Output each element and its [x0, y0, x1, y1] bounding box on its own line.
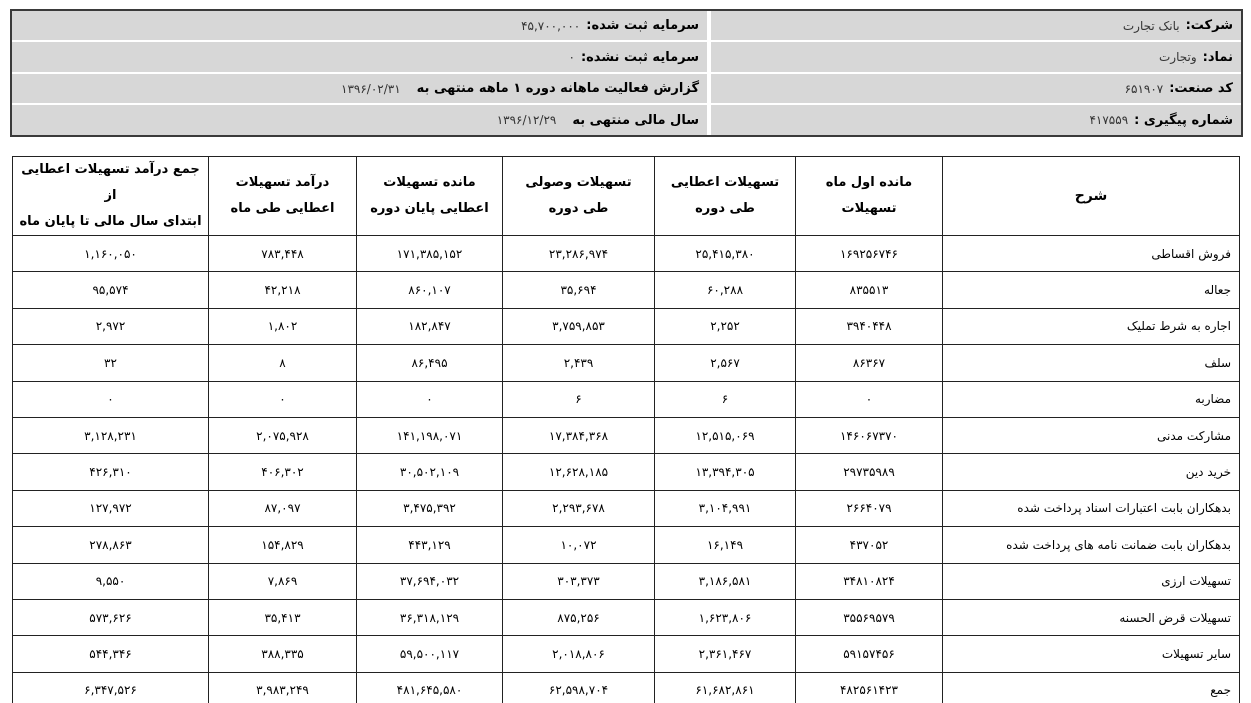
cell-cumulative-income: ۹,۵۵۰: [13, 563, 209, 599]
header-line: تسهیلات اعطایی: [670, 175, 780, 190]
cell-granted: ۲,۵۶۷: [655, 345, 796, 381]
header-opening-balance: [796, 157, 943, 236]
symbol-value: وتجارت: [1159, 50, 1197, 64]
cell-monthly-income: ۸۷,۰۹۷: [209, 490, 357, 526]
tracking-number-cell: [711, 105, 1241, 135]
row-description: بدهکاران بابت ضمانت نامه های پرداخت شده: [943, 527, 1240, 563]
table-row: [13, 345, 1240, 381]
table-row: [13, 417, 1240, 453]
cell-opening-balance: ۱۴۶۰۶۷۳۷۰: [796, 417, 943, 453]
table-row: [13, 272, 1240, 308]
cell-opening-balance: ۳۹۴۰۴۴۸: [796, 308, 943, 344]
symbol-cell: [711, 42, 1241, 72]
registered-capital-value: ۴۵,۷۰۰,۰۰۰: [521, 18, 581, 33]
cell-collected: ۲,۴۳۹: [503, 345, 655, 381]
cell-monthly-income: ۳۵,۴۱۳: [209, 599, 357, 635]
cell-monthly-income: ۱۵۴,۸۲۹: [209, 527, 357, 563]
symbol-label: نماد:: [1202, 49, 1233, 65]
header-line: درآمد تسهیلات: [235, 175, 330, 190]
cell-opening-balance: ۲۶۶۴۰۷۹: [796, 490, 943, 526]
cell-cumulative-income: ۹۵,۵۷۴: [13, 272, 209, 308]
cell-closing-balance: ۳۶,۳۱۸,۱۲۹: [357, 599, 503, 635]
cell-granted: ۳,۱۸۶,۵۸۱: [655, 563, 796, 599]
header-row-3: [12, 74, 1241, 103]
cell-collected: ۲,۰۱۸,۸۰۶: [503, 636, 655, 672]
row-description: سایر تسهیلات: [943, 636, 1240, 672]
cell-closing-balance: ۰: [357, 381, 503, 417]
table-row: [13, 599, 1240, 635]
cell-monthly-income: ۳,۹۸۳,۲۴۹: [209, 672, 357, 703]
header-line: طی دوره: [548, 201, 609, 216]
company-cell: [711, 11, 1241, 40]
cell-collected: ۳۵,۶۹۴: [503, 272, 655, 308]
cell-cumulative-income: ۳,۱۲۸,۲۳۱: [13, 417, 209, 453]
header-collected: [503, 157, 655, 236]
header-cumulative-income: [13, 157, 209, 236]
cell-granted: ۶۱,۶۸۲,۸۶۱: [655, 672, 796, 703]
header-line: جمع درآمد تسهیلات اعطایی از: [21, 162, 200, 203]
row-description: جعاله: [943, 272, 1240, 308]
table-row: [13, 308, 1240, 344]
cell-granted: ۱۳,۳۹۴,۳۰۵: [655, 454, 796, 490]
cell-opening-balance: ۳۴۸۱۰۸۲۴: [796, 563, 943, 599]
tracking-number-label: شماره پیگیری :: [1134, 112, 1233, 128]
row-description: بدهکاران بابت اعتبارات اسناد پرداخت شده: [943, 490, 1240, 526]
industry-code-label: کد صنعت:: [1169, 81, 1233, 96]
header-line: ابتدای سال مالی تا پایان ماه: [19, 214, 202, 229]
table-row: [13, 636, 1240, 672]
table-row: [13, 236, 1240, 272]
cell-granted: ۱,۶۲۳,۸۰۶: [655, 599, 796, 635]
header-line: اعطایی طی ماه: [230, 201, 335, 216]
header-line: اعطایی پایان دوره: [370, 201, 489, 216]
header-granted: [655, 157, 796, 236]
cell-opening-balance: ۱۶۹۲۵۶۷۴۶: [796, 236, 943, 272]
header-line: مانده تسهیلات: [383, 175, 476, 190]
table-row: [13, 454, 1240, 490]
unregistered-capital-label: سرمایه ثبت نشده:: [580, 49, 699, 65]
header-line: مانده اول ماه: [825, 175, 913, 190]
cell-collected: ۶۲,۵۹۸,۷۰۴: [503, 672, 655, 703]
table-row: [13, 563, 1240, 599]
header-closing-balance: [357, 157, 503, 236]
industry-code-value: ۶۵۱۹۰۷: [1124, 81, 1164, 96]
header-line: تسهیلات: [841, 201, 897, 216]
cell-opening-balance: ۰: [796, 381, 943, 417]
cell-opening-balance: ۴۸۲۵۶۱۴۲۳: [796, 672, 943, 703]
cell-cumulative-income: ۳۲: [13, 345, 209, 381]
row-description: خرید دین: [943, 454, 1240, 490]
header-row-2: [12, 42, 1241, 72]
cell-collected: ۲۳,۲۸۶,۹۷۴: [503, 236, 655, 272]
cell-monthly-income: ۷,۸۶۹: [209, 563, 357, 599]
row-description: تسهیلات قرض الحسنه: [943, 599, 1240, 635]
fiscal-year-date: ۱۳۹۶/۱۲/۲۹: [496, 113, 557, 127]
cell-granted: ۲,۲۵۲: [655, 308, 796, 344]
cell-monthly-income: ۴۰۶,۳۰۲: [209, 454, 357, 490]
row-description: اجاره به شرط تملیک: [943, 308, 1240, 344]
cell-monthly-income: ۱,۸۰۲: [209, 308, 357, 344]
cell-cumulative-income: ۶,۳۴۷,۵۲۶: [13, 672, 209, 703]
unregistered-capital-value: ۰: [568, 50, 575, 64]
report-period-cell: [12, 74, 707, 103]
cell-collected: ۱۰,۰۷۲: [503, 527, 655, 563]
cell-cumulative-income: ۵۷۳,۶۲۶: [13, 599, 209, 635]
report-period-label: گزارش فعالیت ماهانه دوره ۱ ماهه منتهی به: [416, 81, 699, 96]
cell-opening-balance: ۸۳۵۵۱۳: [796, 272, 943, 308]
cell-collected: ۲,۲۹۳,۶۷۸: [503, 490, 655, 526]
cell-granted: ۶: [655, 381, 796, 417]
cell-cumulative-income: ۵۴۴,۳۴۶: [13, 636, 209, 672]
fiscal-year-label: سال مالی منتهی به: [572, 112, 699, 128]
cell-monthly-income: ۳۸۸,۳۳۵: [209, 636, 357, 672]
report-period-date: ۱۳۹۶/۰۲/۳۱: [341, 81, 401, 96]
cell-collected: ۱۲,۶۲۸,۱۸۵: [503, 454, 655, 490]
cell-cumulative-income: ۴۲۶,۳۱۰: [13, 454, 209, 490]
company-label: شرکت:: [1185, 18, 1233, 33]
table-row: [13, 381, 1240, 417]
row-description: فروش اقساطی: [943, 236, 1240, 272]
cell-granted: ۱۶,۱۴۹: [655, 527, 796, 563]
cell-monthly-income: ۲,۰۷۵,۹۲۸: [209, 417, 357, 453]
cell-cumulative-income: ۲,۹۷۲: [13, 308, 209, 344]
cell-collected: ۸۷۵,۲۵۶: [503, 599, 655, 635]
cell-cumulative-income: ۱۲۷,۹۷۲: [13, 490, 209, 526]
facilities-table: [12, 156, 1240, 703]
header-line: تسهیلات وصولی: [525, 175, 632, 190]
cell-closing-balance: ۵۹,۵۰۰,۱۱۷: [357, 636, 503, 672]
header-line: شرح: [1074, 188, 1108, 204]
table-header-row: [13, 157, 1240, 236]
cell-monthly-income: ۴۲,۲۱۸: [209, 272, 357, 308]
cell-monthly-income: ۰: [209, 381, 357, 417]
cell-closing-balance: ۴۴۳,۱۲۹: [357, 527, 503, 563]
header-line: طی دوره: [695, 201, 755, 216]
cell-opening-balance: ۵۹۱۵۷۴۵۶: [796, 636, 943, 672]
cell-collected: ۱۷,۳۸۴,۳۶۸: [503, 417, 655, 453]
cell-closing-balance: ۱۷۱,۳۸۵,۱۵۲: [357, 236, 503, 272]
registered-capital-cell: [12, 11, 707, 40]
cell-closing-balance: ۳۰,۵۰۲,۱۰۹: [357, 454, 503, 490]
header-row-1: [12, 11, 1241, 40]
fiscal-year-cell: [12, 105, 707, 135]
cell-opening-balance: ۲۹۷۳۵۹۸۹: [796, 454, 943, 490]
table-total-row: [13, 672, 1240, 703]
header-description: [943, 157, 1240, 236]
cell-opening-balance: ۴۳۷۰۵۲: [796, 527, 943, 563]
cell-granted: ۲,۳۶۱,۴۶۷: [655, 636, 796, 672]
registered-capital-label: سرمایه ثبت شده:: [586, 18, 699, 33]
cell-monthly-income: ۷۸۳,۴۴۸: [209, 236, 357, 272]
header-row-4: [12, 105, 1241, 135]
cell-collected: ۳,۷۵۹,۸۵۳: [503, 308, 655, 344]
cell-closing-balance: ۸۶۰,۱۰۷: [357, 272, 503, 308]
row-description: سلف: [943, 345, 1240, 381]
cell-granted: ۶۰,۲۸۸: [655, 272, 796, 308]
row-description: مضاربه: [943, 381, 1240, 417]
cell-granted: ۱۲,۵۱۵,۰۶۹: [655, 417, 796, 453]
row-description: جمع: [943, 672, 1240, 703]
unregistered-capital-cell: [12, 42, 707, 72]
row-description: مشارکت مدنی: [943, 417, 1240, 453]
cell-collected: ۶: [503, 381, 655, 417]
tracking-number-value: ۴۱۷۵۵۹: [1089, 113, 1129, 127]
cell-closing-balance: ۱۸۲,۸۴۷: [357, 308, 503, 344]
cell-opening-balance: ۳۵۵۶۹۵۷۹: [796, 599, 943, 635]
cell-cumulative-income: ۰: [13, 381, 209, 417]
cell-closing-balance: ۳,۴۷۵,۳۹۲: [357, 490, 503, 526]
table-row: [13, 490, 1240, 526]
cell-closing-balance: ۸۶,۴۹۵: [357, 345, 503, 381]
cell-cumulative-income: ۲۷۸,۸۶۳: [13, 527, 209, 563]
cell-opening-balance: ۸۶۳۶۷: [796, 345, 943, 381]
table-row: [13, 527, 1240, 563]
cell-closing-balance: ۱۴۱,۱۹۸,۰۷۱: [357, 417, 503, 453]
report-header: [10, 9, 1243, 137]
cell-collected: ۳۰۳,۳۷۳: [503, 563, 655, 599]
header-monthly-income: [209, 157, 357, 236]
cell-closing-balance: ۳۷,۶۹۴,۰۳۲: [357, 563, 503, 599]
industry-code-cell: [711, 74, 1241, 103]
company-value: بانک تجارت: [1122, 18, 1180, 33]
row-description: تسهیلات ارزی: [943, 563, 1240, 599]
cell-monthly-income: ۸: [209, 345, 357, 381]
cell-cumulative-income: ۱,۱۶۰,۰۵۰: [13, 236, 209, 272]
cell-closing-balance: ۴۸۱,۶۴۵,۵۸۰: [357, 672, 503, 703]
cell-granted: ۳,۱۰۴,۹۹۱: [655, 490, 796, 526]
cell-granted: ۲۵,۴۱۵,۳۸۰: [655, 236, 796, 272]
